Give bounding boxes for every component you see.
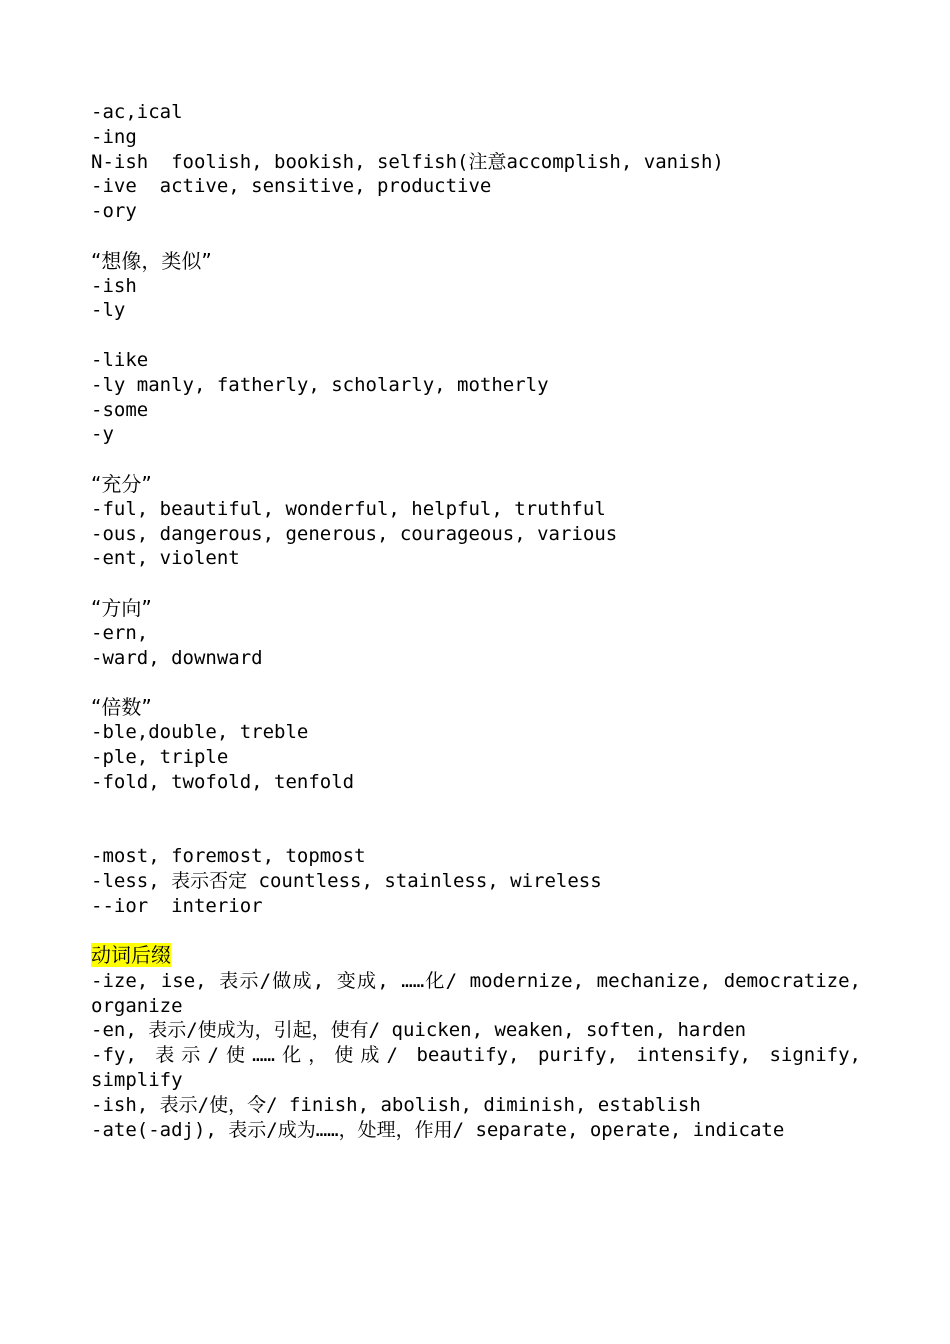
text-line: --ior interior [91,894,263,917]
spacer [91,670,861,695]
section-heading-multiple: “倍数” [91,695,152,720]
text-line: -ern, [91,621,149,644]
text-line: -ize, ise, 表示/做成, 变成, ……化/ modernize, mechanize, democratize, organize [91,969,861,1017]
text-line: -ent, violent [91,547,240,570]
text-line: -ac,ical [91,101,183,123]
section-heading-verb-suffix: 动词后缀 [91,943,171,968]
text-line: -ate(-adj), 表示/成为……，处理，作用/ separate, operate, indicate [91,1118,785,1141]
text-line: -ous, dangerous, generous, courageous, various [91,522,618,545]
spacer [91,918,861,943]
text-line: -fold, twofold, tenfold [91,770,355,793]
spacer [91,794,861,844]
text-line: -ly manly, fatherly, scholarly, motherly [91,373,549,396]
spacer [91,224,861,249]
text-line: -ish [91,274,137,297]
text-line: -ing [91,125,137,148]
section-heading-full: “充分” [91,471,152,496]
text-line: -y [91,423,114,446]
text-line: -ward, downward [91,646,263,669]
document-page [91,100,861,1142]
text-line: -ory [91,200,137,223]
spacer [91,447,861,472]
text-line: -some [91,398,149,421]
text-line: -ble,double, treble [91,720,309,743]
spacer [91,571,861,596]
text-line: -less, 表示否定 countless, stainless, wireless [91,869,602,892]
text-line: -ple, triple [91,745,229,768]
text-line: -ive active, sensitive, productive [91,175,492,198]
text-line: -ful, beautiful, wonderful, helpful, truthful [91,497,606,520]
text-line: -fy, 表示/使……化，使成/ beautify, purify, intensify, signify, simplify [91,1044,861,1092]
spacer [91,323,861,348]
text-line: -most, foremost, topmost [91,844,366,867]
text-line: -like [91,348,149,371]
text-line: -ly [91,299,126,322]
text-line: -en, 表示/使成为，引起，使有/ quicken, weaken, soften, harden [91,1019,747,1042]
text-line: N-ish foolish, bookish, selfish(注意accomplish, vanish) [91,150,724,173]
section-heading-direction: “方向” [91,595,152,620]
section-heading-like: “想像，类似” [91,248,212,273]
text-line: -ish, 表示/使，令/ finish, abolish, diminish, establish [91,1093,701,1116]
